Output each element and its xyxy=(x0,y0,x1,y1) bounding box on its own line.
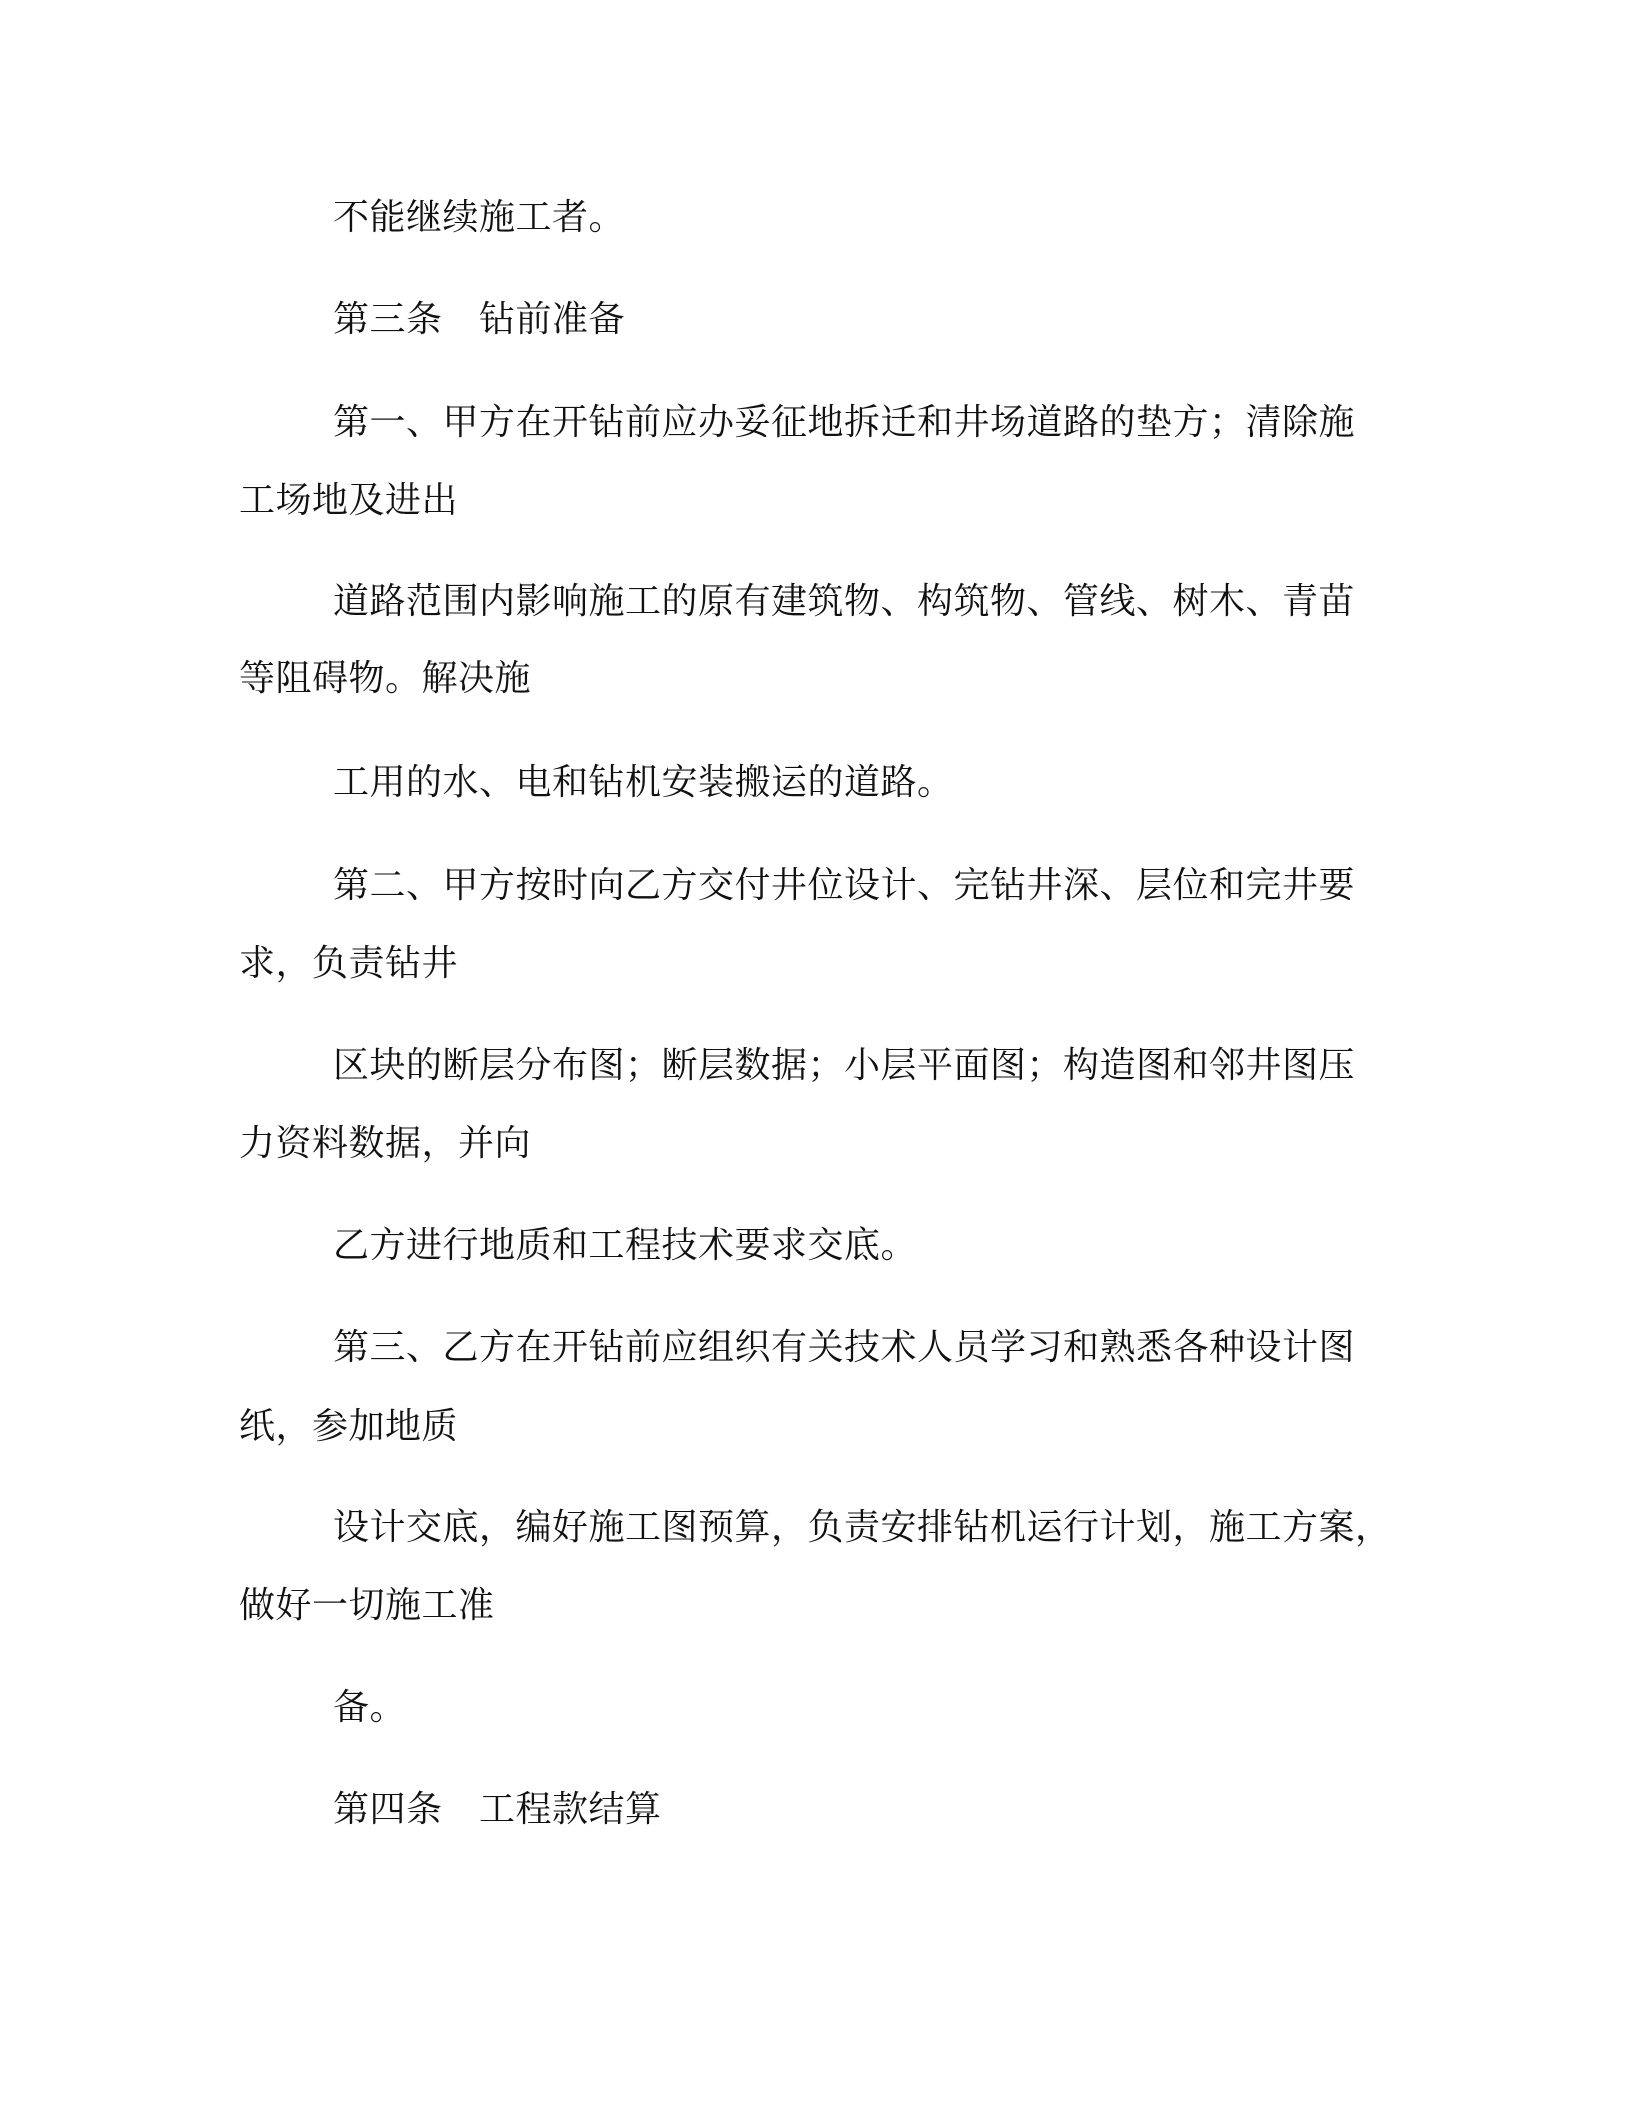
text-line: 等阻碍物。解决施 xyxy=(239,658,532,699)
text-line: 做好一切施工准 xyxy=(239,1585,495,1626)
text-line: 道路范围内影响施工的原有建筑物、构筑物、管线、树木、青苗 xyxy=(333,581,1356,622)
text-line: 纸，参加地质 xyxy=(239,1406,459,1447)
text-line: 工用的水、电和钻机安装搬运的道路。 xyxy=(333,762,954,803)
text-line: 区块的断层分布图；断层数据；小层平面图；构造图和邻井图压 xyxy=(333,1045,1356,1086)
text-line: 第二、甲方按时向乙方交付井位设计、完钻井深、层位和完井要 xyxy=(333,865,1356,906)
text-line: 第三、乙方在开钻前应组织有关技术人员学习和熟悉各种设计图 xyxy=(333,1327,1356,1368)
text-line: 工场地及进出 xyxy=(239,480,459,521)
text-line: 求，负责钻井 xyxy=(239,943,459,984)
text-line: 备。 xyxy=(333,1687,407,1728)
text-line: 第一、甲方在开钻前应办妥征地拆迁和井场道路的垫方；清除施 xyxy=(333,402,1356,443)
text-line: 不能继续施工者。 xyxy=(333,197,626,238)
section-heading: 第四条 工程款结算 xyxy=(333,1789,662,1830)
text-line: 乙方进行地质和工程技术要求交底。 xyxy=(333,1225,918,1266)
text-line: 力资料数据，并向 xyxy=(239,1123,532,1164)
section-heading: 第三条 钻前准备 xyxy=(333,299,626,340)
text-line: 设计交底，编好施工图预算，负责安排钻机运行计划，施工方案， xyxy=(333,1507,1392,1548)
